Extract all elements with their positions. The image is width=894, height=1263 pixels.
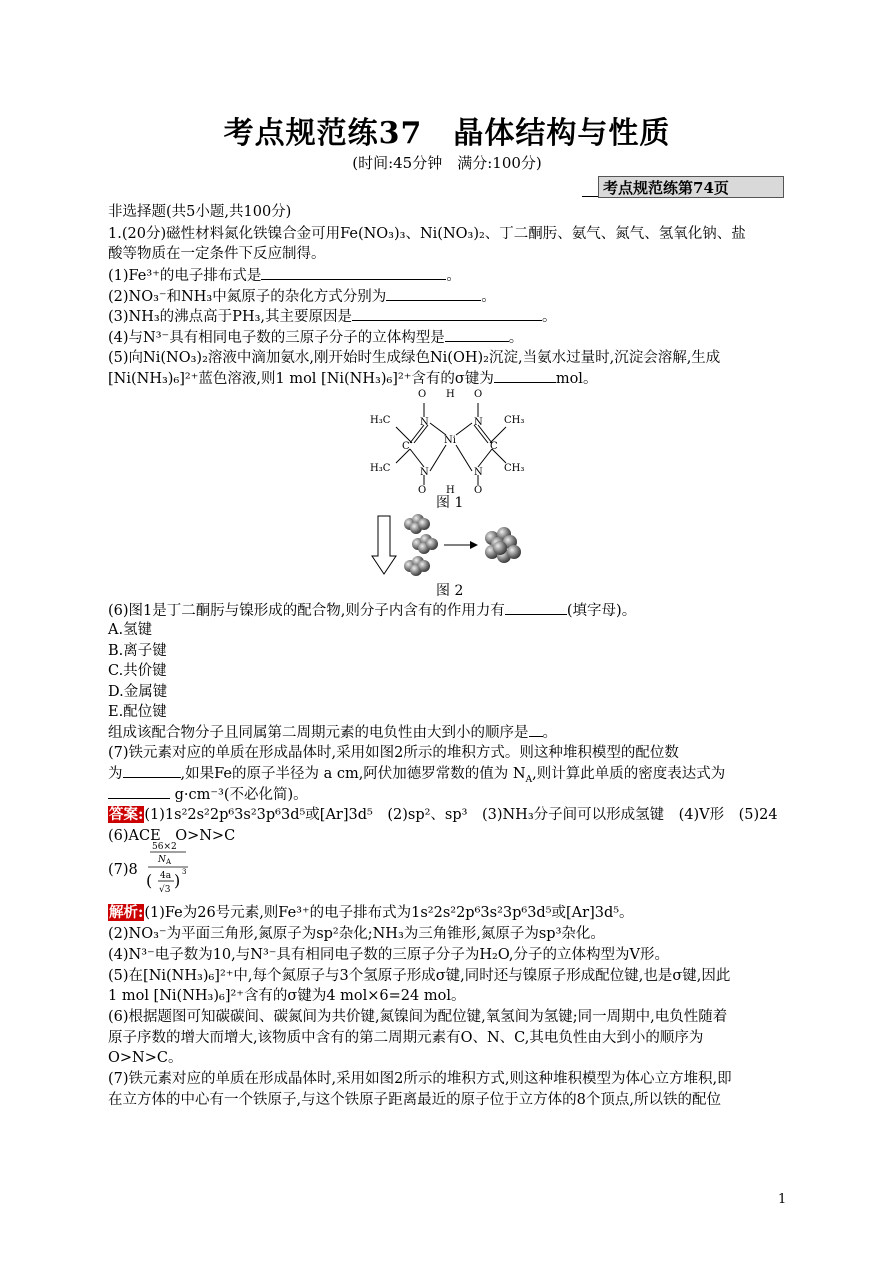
option-b: B.离子键 — [108, 643, 167, 659]
analysis-line-1 — [108, 903, 634, 923]
answer-blank[interactable] — [529, 722, 543, 737]
answer-blank[interactable] — [123, 763, 181, 778]
atom-label: Ni — [444, 435, 456, 446]
part-7-text-a: 为 — [108, 766, 123, 782]
formula-numerator: 56×2 — [152, 842, 177, 852]
analysis-line-8: O>N>C。 — [108, 1050, 183, 1066]
page-subtitle: (时间:45分钟 满分:100分) — [352, 154, 542, 172]
option-d: D.金属键 — [108, 684, 168, 700]
part-6-text: (6)图1是丁二酮肟与镍形成的配合物,则分子内含有的作用力有 — [108, 603, 505, 619]
answer-blank[interactable] — [505, 600, 567, 615]
page-number: 1 — [778, 1192, 787, 1207]
question-1-text: 1.(20分)磁性材料氮化铁镍合金可用Fe(NO₃)₃、Ni(NO₃)₂、丁二酮肟、氨气、氮气、氢氧化钠、盐 — [108, 226, 746, 242]
answer-blank[interactable] — [445, 327, 509, 342]
analysis-line-5: 1 mol [Ni(NH₃)₆]²⁺含有的σ键为4 mol×6=24 mol。 — [108, 988, 466, 1004]
answer-blank[interactable] — [386, 286, 481, 301]
part-3: (3)NH₃的沸点高于PH₃,其主要原因是 。 — [108, 306, 557, 327]
part-7-text-b: ,如果Fe的原子半径为 a cm,阿伏加德罗常数的值为 N — [180, 766, 526, 782]
analysis-line-6: (6)根据题图可知碳碳间、碳氮间为共价键,氮镍间为配位键,氧氢间为氢键;同一周期中,电负性随着 — [108, 1009, 728, 1025]
atom-label: H₃C — [370, 463, 391, 474]
question-1-text-cont: 酸等物质在一定条件下反应制得。 — [108, 246, 326, 262]
part-4: (4)与N³⁻具有相同电子数的三原子分子的立体构型是 。 — [108, 327, 523, 348]
part-1-text: (1)Fe³⁺的电子排布式是 — [108, 268, 262, 284]
part-7: (7)铁元素对应的单质在形成晶体时,采用如图2所示的堆积方式。则这种堆积模型的配位数 — [108, 745, 679, 761]
density-formula — [146, 838, 196, 900]
part-3-text: (3)NH₃的沸点高于PH₃,其主要原因是 — [108, 309, 353, 325]
part-7-text-c: ,则计算此单质的密度表达式为 — [532, 766, 726, 782]
atom-label: N — [474, 467, 483, 478]
figure-1-caption: 图 1 — [436, 495, 464, 511]
analysis-label: 解析: — [109, 904, 144, 921]
answer-blank[interactable] — [352, 306, 542, 321]
formula-exponent: 3 — [182, 868, 187, 876]
part-6 — [108, 600, 636, 621]
formula-den-root: √3 — [159, 885, 171, 895]
atom-label: N — [420, 417, 429, 428]
page-title: 考点规范练37 晶体结构与性质 — [223, 116, 671, 151]
part-7-unit: g·cm⁻³(不必化简)。 — [174, 787, 308, 803]
formula-paren-right: ) — [174, 871, 181, 890]
analysis-line-4: (5)在[Ni(NH₃)₆]²⁺中,每个氮原子与3个氢原子形成σ键,同时还与镍原子形成配位键,也是σ键,因此 — [108, 968, 731, 984]
atom-label: H — [446, 389, 455, 400]
answer-line-1 — [108, 805, 778, 825]
figure-1-structure — [360, 385, 540, 495]
answer-blank[interactable] — [108, 784, 170, 799]
section-heading: 非选择题(共5小题,共100分) — [108, 204, 292, 220]
atom-label: C — [490, 441, 498, 452]
option-e: E.配位键 — [108, 704, 167, 720]
part-6-tail: (填字母)。 — [566, 603, 637, 619]
part-2-text: (2)NO₃⁻和NH₃中氮原子的杂化方式分别为 — [108, 289, 387, 305]
atom-label: H — [446, 485, 455, 495]
part-6b: 组成该配合物分子且同属第二周期元素的电负性由大到小的顺序是 。 — [108, 722, 557, 743]
option-c: C.共价键 — [108, 663, 167, 679]
part-5-tail: mol。 — [555, 371, 598, 387]
analysis-text: (1)Fe为26号元素,则Fe³⁺的电子排布式为1s²2s²2p⁶3s²3p⁶3d⁵或[Ar]3d⁵。 — [144, 905, 634, 921]
atom-cluster — [485, 527, 521, 563]
atom-label: CH₃ — [504, 415, 525, 426]
atom-label: CH₃ — [504, 463, 525, 474]
part-5-text: [Ni(NH₃)₆]²⁺蓝色溶液,则1 mol [Ni(NH₃)₆]²⁺含有的σ键为 — [108, 371, 494, 387]
part-7-cont2 — [108, 784, 308, 805]
analysis-line-2: (2)NO₃⁻为平面三角形,氮原子为sp²杂化;NH₃为三角锥形,氮原子为sp³杂化。 — [108, 926, 605, 942]
down-arrow-icon — [372, 516, 396, 574]
answer-blank[interactable] — [261, 265, 446, 280]
part-7-cont: 为 ,如果Fe的原子半径为 a cm,阿伏加德罗常数的值为 $N_A$,则计算此单质的密度表达式为 — [108, 763, 725, 790]
atom-label: O — [418, 389, 427, 400]
formula-paren-left: ( — [146, 871, 153, 890]
answer-line-2: (6)ACE O>N>C — [108, 828, 236, 844]
formula-na: N — [158, 855, 166, 865]
part-6b-text: 组成该配合物分子且同属第二周期元素的电负性由大到小的顺序是 — [108, 725, 529, 741]
atom-layer-top — [404, 514, 430, 534]
analysis-line-9: (7)铁元素对应的单质在形成晶体时,采用如图2所示的堆积方式,则这种堆积模型为体心立方堆积,即 — [108, 1071, 732, 1087]
atom-label: C — [402, 441, 410, 452]
figure-2-caption: 图 2 — [436, 583, 464, 599]
answer-label: 答案: — [109, 806, 144, 823]
part-2: (2)NO₃⁻和NH₃中氮原子的杂化方式分别为 。 — [108, 286, 496, 307]
atom-label: N — [474, 417, 483, 428]
atom-label: O — [474, 485, 483, 495]
atom-layer-bottom — [404, 556, 430, 576]
right-arrow-icon — [444, 541, 478, 549]
answer-blank[interactable] — [494, 368, 556, 383]
section-tag: 考点规范练第74页 — [598, 176, 784, 198]
part-1: (1)Fe³⁺的电子排布式是 。 — [108, 265, 461, 286]
atom-label: O — [418, 485, 427, 495]
atom-label: O — [474, 389, 483, 400]
part-5: (5)向Ni(NO₃)₂溶液中滴加氨水,刚开始时生成绿色Ni(OH)₂沉淀,当氨水过量时,沉淀会溶解,生成 — [108, 350, 721, 366]
atom-layer-middle — [412, 534, 438, 554]
formula-na-sub: A — [166, 858, 172, 866]
answer-line-3: (7)8 — [108, 862, 138, 878]
analysis-line-7: 原子序数的增大而增大,该物质中含有的第二周期元素有O、N、C,其电负性由大到小的顺序为 — [108, 1030, 704, 1046]
figure-2-stacking — [370, 512, 530, 578]
formula-den-num: 4a — [160, 871, 172, 881]
answer-text: (1)1s²2s²2p⁶3s²3p⁶3d⁵或[Ar]3d⁵ (2)sp²、sp³ (3)NH₃分子间可以形成氢键 (4)V形 (5)24 — [144, 807, 778, 823]
atom-label: N — [420, 467, 429, 478]
atom-label: H₃C — [370, 415, 391, 426]
analysis-line-10: 在立方体的中心有一个铁原子,与这个铁原子距离最近的原子位于立方体的8个顶点,所以铁的配位 — [108, 1092, 721, 1108]
analysis-line-3: (4)N³⁻电子数为10,与N³⁻具有相同电子数的三原子分子为H₂O,分子的立体构型为V形。 — [108, 947, 669, 963]
part-4-text: (4)与N³⁻具有相同电子数的三原子分子的立体构型是 — [108, 330, 445, 346]
option-a: A.氢键 — [108, 622, 153, 638]
